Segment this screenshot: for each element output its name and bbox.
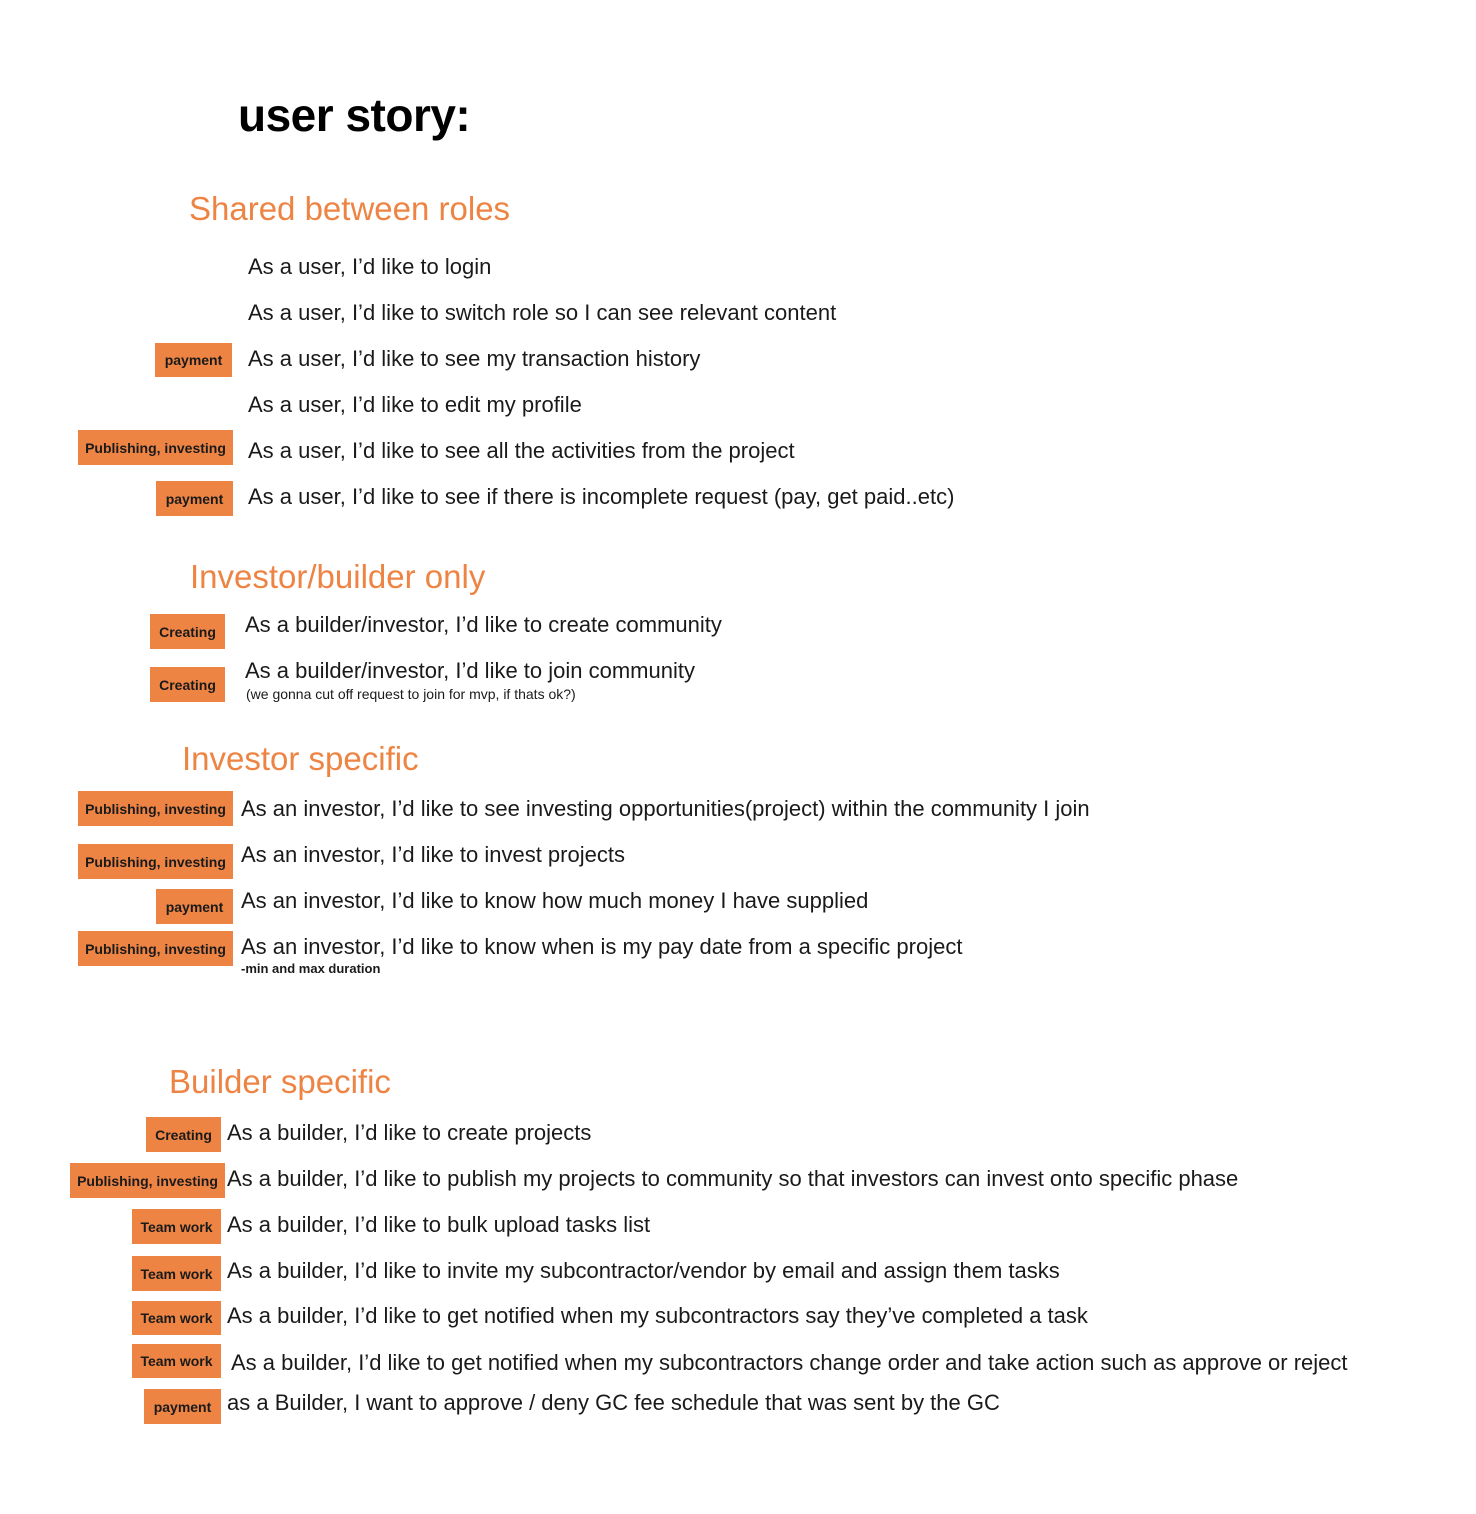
story-item: As a user, I’d like to edit my profile [248, 392, 582, 417]
story-item: as a Builder, I want to approve / deny GC fee schedule that was sent by the GC [227, 1390, 1000, 1415]
section-heading-shared: Shared between roles [189, 190, 511, 227]
story-item: As an investor, I’d like to know how much money I have supplied [241, 888, 869, 913]
story-note: (we gonna cut off request to join for mvp, if thats ok?) [246, 686, 576, 702]
tag-badge: Publishing, investing [78, 931, 233, 966]
story-item: As a builder, I’d like to invite my subcontractor/vendor by email and assign them tasks [227, 1258, 1060, 1283]
tag-badge: payment [144, 1389, 221, 1424]
story-item: As a builder, I’d like to bulk upload tasks list [227, 1212, 651, 1237]
tag-badge: payment [156, 481, 233, 516]
tag-badge: Creating [150, 667, 225, 702]
section-heading-investor: Investor specific [182, 740, 419, 777]
story-item: As a builder, I’d like to get notified when my subcontractors say they’ve completed a task [227, 1303, 1088, 1328]
story-item: As a user, I’d like to see if there is incomplete request (pay, get paid..etc) [248, 484, 955, 509]
story-item: As a builder/investor, I’d like to create community [245, 612, 722, 637]
story-item: As a user, I’d like to see my transaction history [248, 346, 701, 371]
story-item: As a user, I’d like to switch role so I can see relevant content [248, 300, 837, 325]
section-heading-builder: Builder specific [169, 1063, 391, 1100]
tag-badge: Creating [146, 1117, 221, 1152]
story-item: As a user, I’d like to login [248, 254, 492, 279]
tag-badge: Publishing, investing [78, 430, 233, 465]
tag-badge: Creating [150, 614, 225, 649]
tag-badge: Team work [132, 1344, 221, 1378]
tag-badge: Team work [132, 1209, 221, 1244]
story-item: As a user, I’d like to see all the activities from the project [248, 438, 795, 463]
story-item: As a builder, I’d like to create projects [227, 1120, 592, 1145]
story-item: As a builder, I’d like to get notified when my subcontractors change order and take action such as approve or reject [231, 1350, 1348, 1375]
story-item: As an investor, I’d like to see investing opportunities(project) within the community I join [241, 796, 1090, 821]
tag-badge: payment [155, 343, 232, 377]
page-title: user story: [238, 89, 471, 141]
section-heading-investor-builder: Investor/builder only [190, 558, 486, 595]
story-item: As a builder/investor, I’d like to join community [245, 658, 695, 683]
story-item: As an investor, I’d like to invest projects [241, 842, 625, 867]
tag-badge: Team work [132, 1256, 221, 1291]
story-item: As a builder, I’d like to publish my projects to community so that investors can invest onto specific phase [227, 1166, 1239, 1191]
tag-badge: payment [156, 889, 233, 924]
story-item: As an investor, I’d like to know when is my pay date from a specific project [241, 934, 963, 959]
tag-badge: Publishing, investing [78, 844, 233, 879]
story-note: -min and max duration [241, 961, 381, 976]
tag-badge: Publishing, investing [78, 791, 233, 826]
tag-badge: Team work [132, 1301, 221, 1335]
tag-badge: Publishing, investing [70, 1163, 225, 1198]
